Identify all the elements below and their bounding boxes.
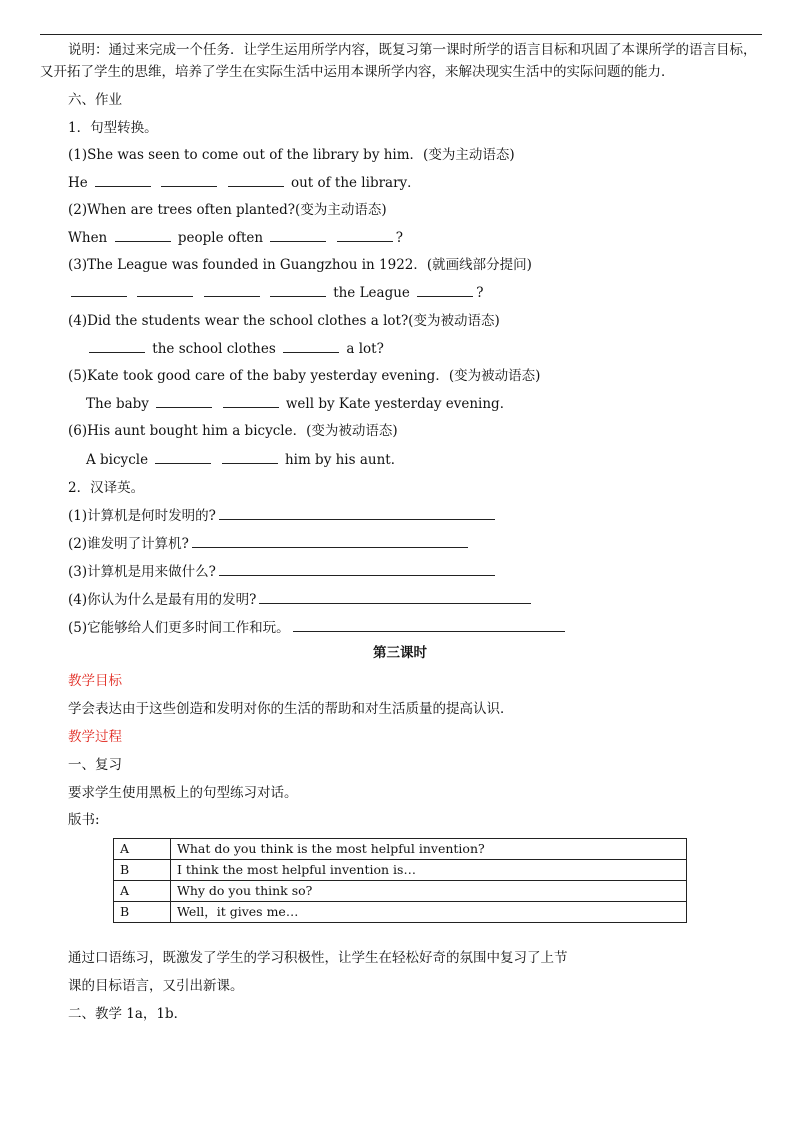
lesson-title: 第三课时 bbox=[373, 645, 427, 661]
part1-title: 1．句型转换。 bbox=[68, 120, 158, 136]
answer-blank[interactable] bbox=[71, 282, 127, 297]
table-row bbox=[114, 902, 687, 923]
goal-text: 学会表达由于这些创造和发明对你的生活的帮助和对生活质量的提高认识． bbox=[68, 701, 514, 717]
speaker-cell: B bbox=[114, 860, 171, 881]
q4-question: (4)Did the students wear the school clothes a lot?(变为被动语态) bbox=[68, 313, 500, 329]
dialogue-cell: Why do you think so? bbox=[171, 881, 687, 902]
dialogue-cell: I think the most helpful invention is… bbox=[171, 860, 687, 881]
summary-line-2: 课的目标语言，又引出新课。 bbox=[68, 978, 244, 994]
translation-item: (3)计算机是用来做什么? bbox=[68, 561, 498, 582]
answer-blank[interactable] bbox=[161, 172, 217, 187]
answer-blank[interactable] bbox=[155, 449, 211, 464]
answer-blank[interactable] bbox=[283, 338, 339, 353]
table-row bbox=[114, 860, 687, 881]
note-line-1: 说明：通过来完成一个任务．让学生运用所学内容，既复习第一课时所学的语言目标和巩固了本课所学的语言目标， bbox=[68, 42, 757, 58]
q6-answer: A bicycle him by his aunt． bbox=[86, 449, 404, 470]
q5-answer: The baby well by Kate yesterday evening． bbox=[86, 393, 513, 414]
board-table bbox=[113, 838, 687, 923]
translation-item: (2)谁发明了计算机? bbox=[68, 533, 471, 554]
q3-answer: the League ? bbox=[68, 282, 483, 303]
summary-line-1: 通过口语练习，既激发了学生的学习积极性，让学生在轻松好奇的氛围中复习了上节 bbox=[68, 950, 568, 966]
answer-blank[interactable] bbox=[270, 227, 326, 242]
part2-title: 2．汉译英。 bbox=[68, 480, 145, 496]
answer-blank[interactable] bbox=[417, 282, 473, 297]
answer-blank[interactable] bbox=[137, 282, 193, 297]
homework-heading: 六、作业 bbox=[68, 92, 122, 108]
q5-question: (5)Kate took good care of the baby yesterday evening．(变为被动语态) bbox=[68, 368, 541, 384]
q2-answer: When people often ? bbox=[68, 227, 403, 248]
answer-blank[interactable] bbox=[270, 282, 326, 297]
answer-blank[interactable] bbox=[337, 227, 393, 242]
q2-question: (2)When are trees often planted?(变为主动语态) bbox=[68, 202, 387, 218]
speaker-cell: A bbox=[114, 839, 171, 860]
answer-blank[interactable] bbox=[204, 282, 260, 297]
answer-blank[interactable] bbox=[219, 561, 495, 576]
table-row bbox=[114, 839, 687, 860]
answer-blank[interactable] bbox=[95, 172, 151, 187]
step2-heading: 二、教学 1a，1b． bbox=[68, 1006, 188, 1022]
board-label: 版书: bbox=[68, 812, 100, 828]
q1-question: (1)She was seen to come out of the library by him．(变为主动语态) bbox=[68, 147, 515, 163]
table-row bbox=[114, 881, 687, 902]
process-heading: 教学过程 bbox=[68, 729, 122, 745]
answer-blank[interactable] bbox=[228, 172, 284, 187]
step1-heading: 一、复习 bbox=[68, 757, 122, 773]
answer-blank[interactable] bbox=[222, 449, 278, 464]
note-line-2: 又开拓了学生的思维，培养了学生在实际生活中运用本课所学内容，来解决现实生活中的实际问题的能力． bbox=[40, 64, 675, 80]
answer-blank[interactable] bbox=[293, 617, 565, 632]
answer-blank[interactable] bbox=[219, 505, 495, 520]
dialogue-cell: Well，it gives me… bbox=[171, 902, 687, 923]
translation-item: (5)它能够给人们更多时间工作和玩。 bbox=[68, 617, 568, 638]
answer-blank[interactable] bbox=[156, 393, 212, 408]
answer-blank[interactable] bbox=[223, 393, 279, 408]
speaker-cell: B bbox=[114, 902, 171, 923]
step1-text: 要求学生使用黑板上的句型练习对话。 bbox=[68, 785, 298, 801]
goal-heading: 教学目标 bbox=[68, 673, 122, 689]
speaker-cell: A bbox=[114, 881, 171, 902]
q6-question: (6)His aunt bought him a bicycle．(变为被动语态) bbox=[68, 423, 398, 439]
translation-item: (1)计算机是何时发明的? bbox=[68, 505, 498, 526]
answer-blank[interactable] bbox=[115, 227, 171, 242]
answer-blank[interactable] bbox=[89, 338, 145, 353]
top-rule bbox=[40, 34, 762, 35]
answer-blank[interactable] bbox=[259, 589, 531, 604]
translation-item: (4)你认为什么是最有用的发明? bbox=[68, 589, 534, 610]
answer-blank[interactable] bbox=[192, 533, 468, 548]
q1-answer: He out of the library． bbox=[68, 172, 421, 193]
q4-answer: the school clothes a lot? bbox=[86, 338, 384, 359]
dialogue-cell: What do you think is the most helpful invention? bbox=[171, 839, 687, 860]
q3-question: (3)The League was founded in Guangzhou in 1922．(就画线部分提问) bbox=[68, 257, 532, 273]
